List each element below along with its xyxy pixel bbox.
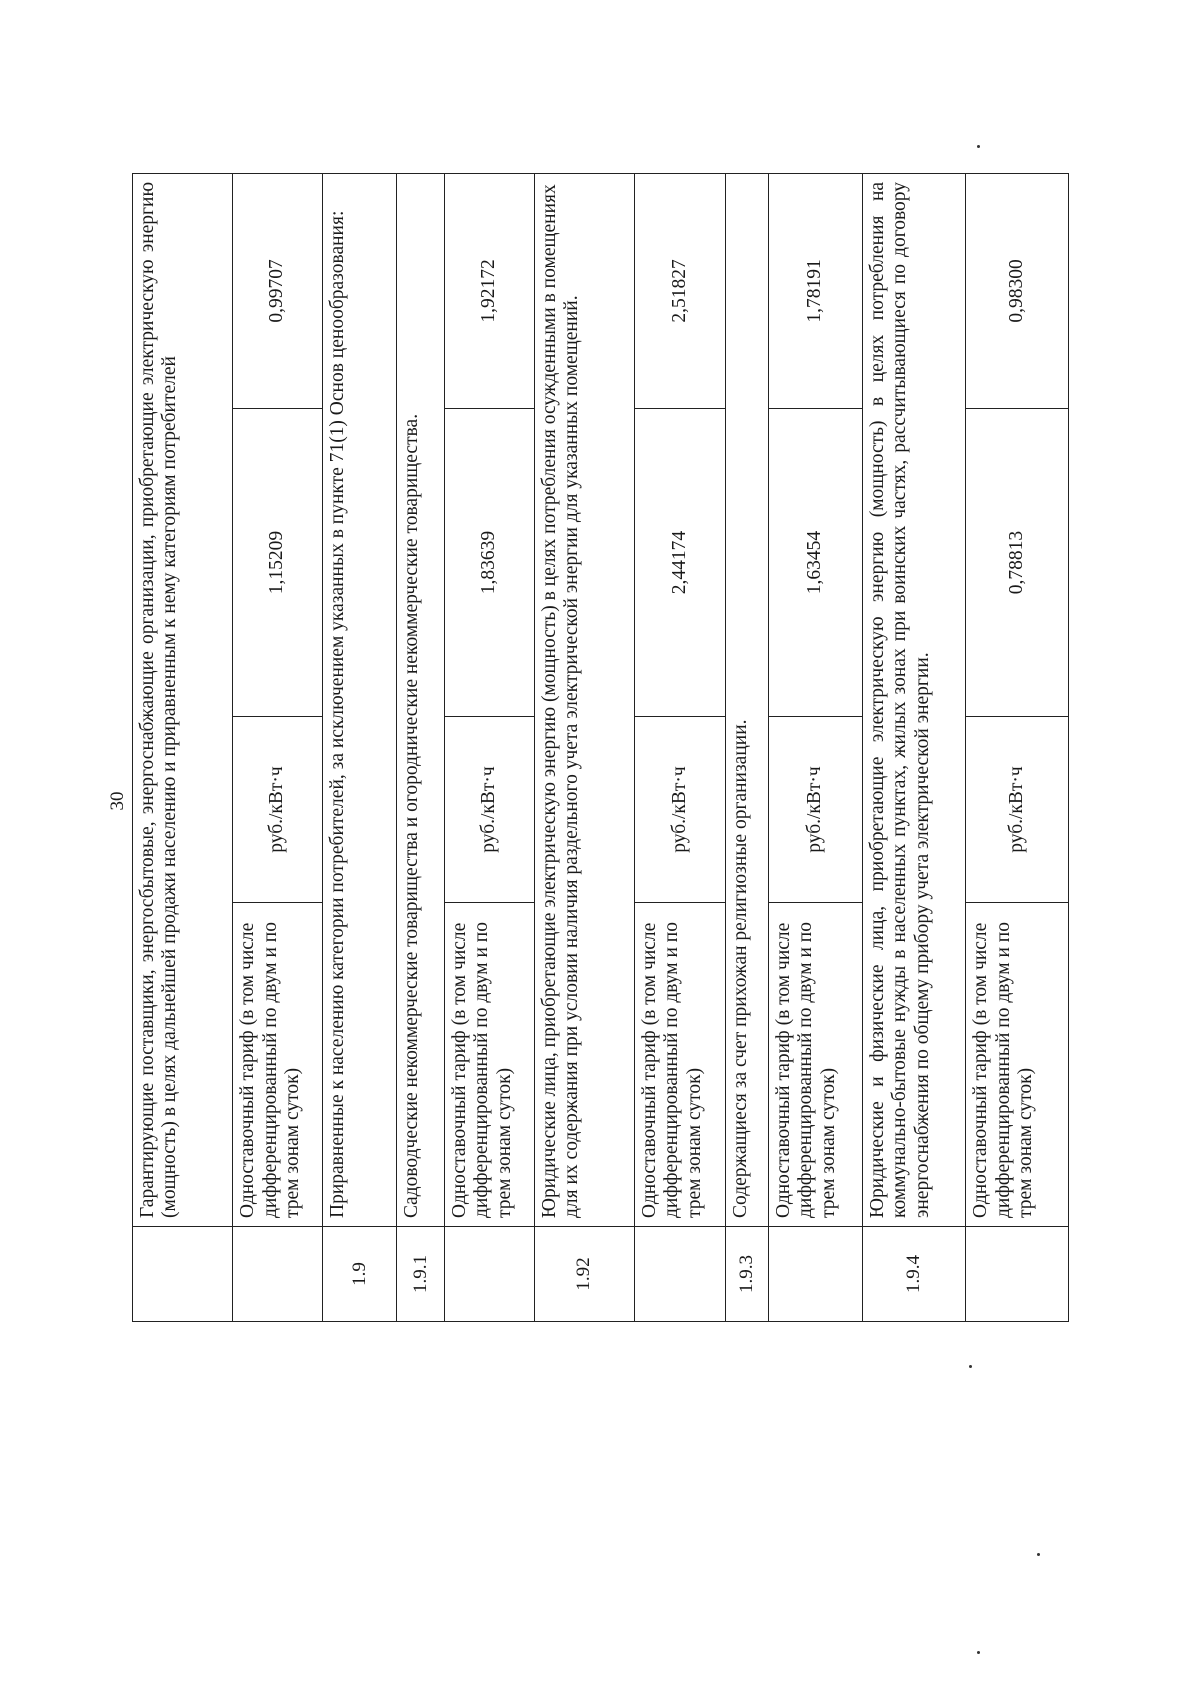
scan-speck: [977, 1651, 980, 1654]
table-row: [322, 173, 396, 1321]
page-number: 30: [107, 791, 128, 811]
unit-cell: руб./кВт·ч: [768, 717, 862, 903]
table-row: [233, 173, 323, 1321]
row-number: 1.9.1: [397, 1227, 445, 1322]
table-row: [768, 173, 862, 1321]
table-row: [397, 173, 445, 1321]
row-number: [133, 1227, 233, 1322]
table-row: [634, 173, 725, 1321]
row-number: 1.92: [534, 1227, 634, 1322]
table-row: [966, 173, 1069, 1321]
section-text: Содержащиеся за счет прихожан религиозные организации.: [725, 173, 768, 1226]
row-number: 1.9.4: [862, 1227, 966, 1322]
value-half-2: 0,98300: [966, 173, 1069, 408]
table-row: [862, 173, 966, 1321]
tariff-label: Одноставочный тариф (в том числе дифференцированный по двум и по трем зонам суток): [768, 903, 862, 1227]
section-text: Приравненные к населению категории потребителей, за исключением указанных в пункте 71(1) Основ ценообразования:: [322, 173, 396, 1226]
unit-cell: руб./кВт·ч: [233, 717, 323, 903]
value-half-1: 1,83639: [444, 409, 534, 717]
tariff-label: Одноставочный тариф (в том числе дифференцированный по двум и по трем зонам суток): [444, 903, 534, 1227]
section-text: Юридические и физические лица, приобретающие электрическую энергию (мощность) в целях потребления на коммунально-бытовые нужды в населенных пунктах, жилых зонах при воинских частях, рассчитывающиеся по договору энергоснабжения по общему прибору учета электрической энергии.: [862, 173, 966, 1226]
value-half-1: 2,44174: [634, 409, 725, 717]
unit-cell: руб./кВт·ч: [634, 717, 725, 903]
section-text: Юридические лица, приобретающие электрическую энергию (мощность) в целях потребления осужденными в помещениях для их содержания при условии наличия раздельного учета электрической энергии для указанных помещений.: [534, 173, 634, 1226]
value-half-1: 0,78813: [966, 409, 1069, 717]
scan-speck: [977, 145, 980, 148]
tariff-table: [132, 173, 1069, 1322]
table-row: [444, 173, 534, 1321]
table-row: [725, 173, 768, 1321]
row-number: 1.9.3: [725, 1227, 768, 1322]
tariff-table-rotated: [132, 174, 1069, 1322]
row-number: 1.9: [322, 1227, 396, 1322]
value-half-1: 1,15209: [233, 409, 323, 717]
value-half-2: 1,78191: [768, 173, 862, 408]
tariff-label: Одноставочный тариф (в том числе дифференцированный по двум и по трем зонам суток): [966, 903, 1069, 1227]
value-half-1: 1,63454: [768, 409, 862, 717]
value-half-2: 1,92172: [444, 173, 534, 408]
tariff-label: Одноставочный тариф (в том числе дифференцированный по двум и по трем зонам суток): [233, 903, 323, 1227]
row-number: [768, 1227, 862, 1322]
tariff-label: Одноставочный тариф (в том числе дифференцированный по двум и по трем зонам суток): [634, 903, 725, 1227]
value-half-2: 0,99707: [233, 173, 323, 408]
unit-cell: руб./кВт·ч: [444, 717, 534, 903]
unit-cell: руб./кВт·ч: [966, 717, 1069, 903]
table-row: [133, 173, 233, 1321]
row-number: [233, 1227, 323, 1322]
table-row: [534, 173, 634, 1321]
row-number: [634, 1227, 725, 1322]
row-number: [444, 1227, 534, 1322]
header-text: Гарантирующие поставщики, энергосбытовые, энергоснабжающие организации, приобретающие электрическую энергию (мощность) в целях дальнейшей продажи населению и приравненным к нему категориям потребителей: [133, 173, 233, 1226]
scan-speck: [969, 1365, 972, 1368]
scan-speck: [1037, 1553, 1040, 1556]
row-number: [966, 1227, 1069, 1322]
value-half-2: 2,51827: [634, 173, 725, 408]
section-text: Садоводческие некоммерческие товарищества и огороднические некоммерческие товарищества.: [397, 173, 445, 1226]
